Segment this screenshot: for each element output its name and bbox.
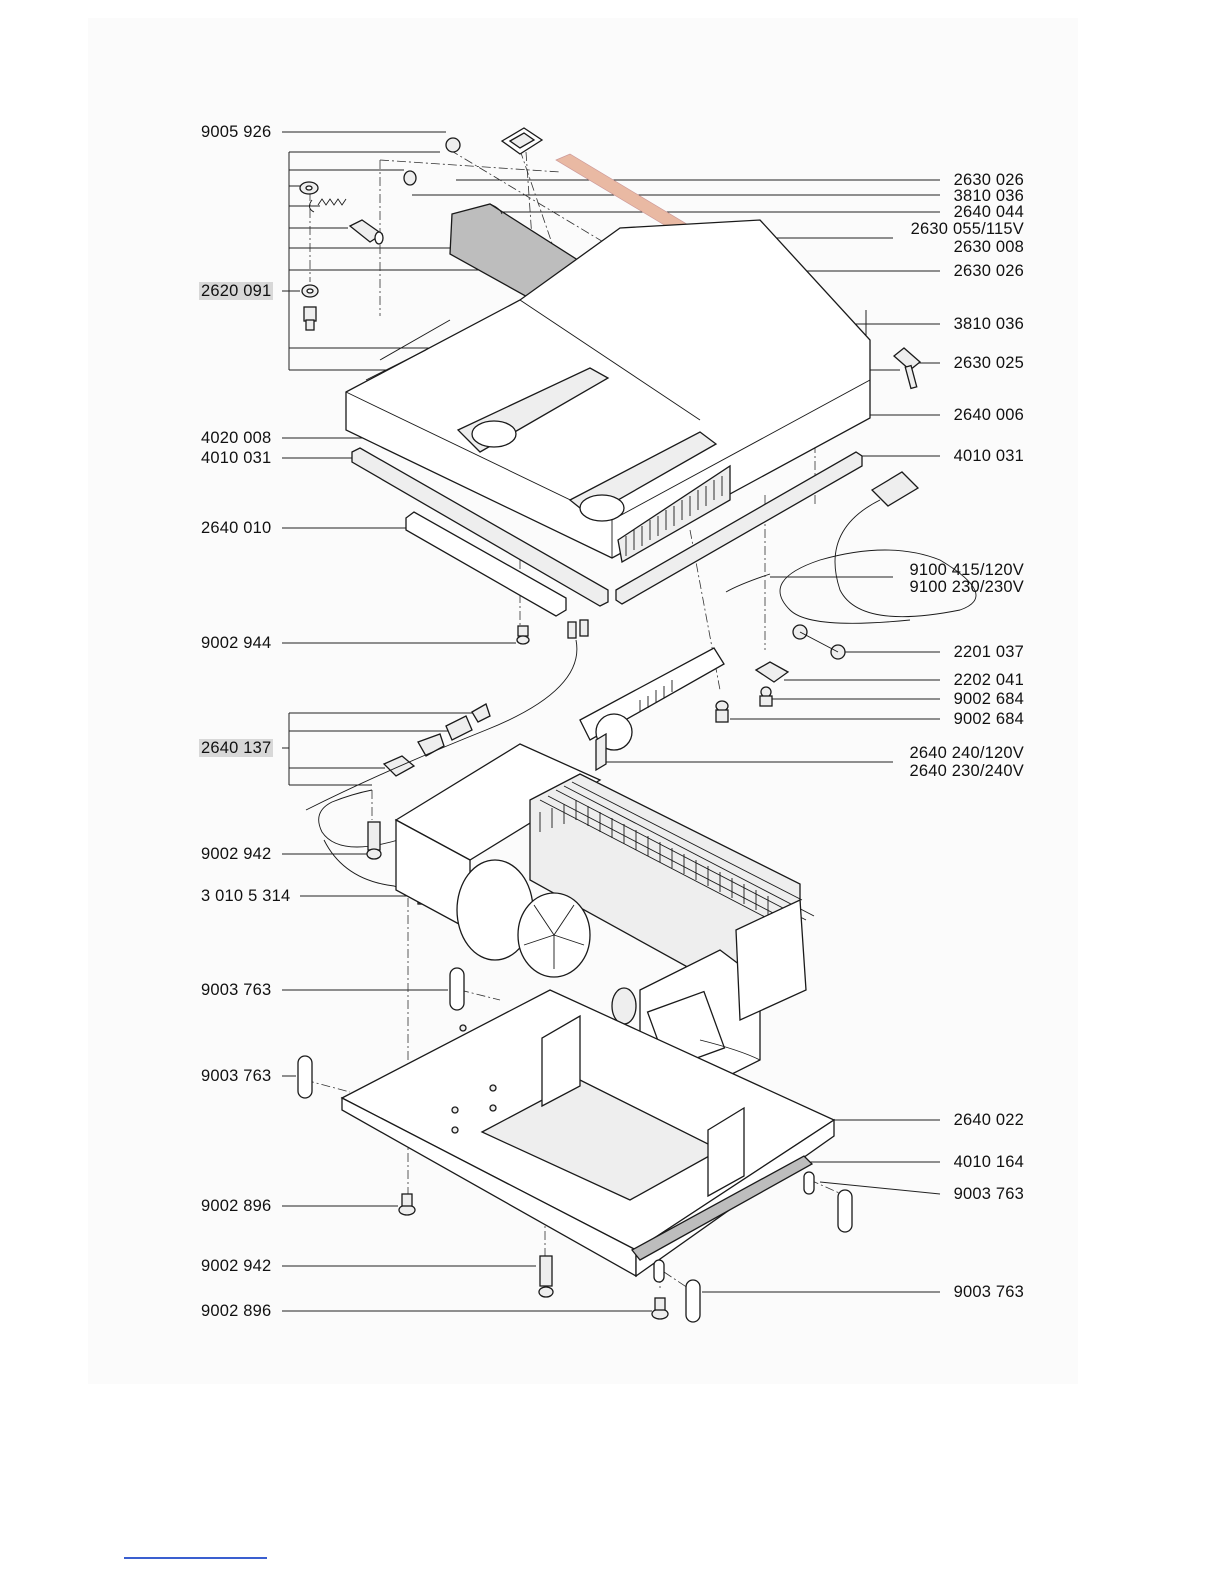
part-label-right: 9002 684	[953, 710, 1024, 728]
part-label-left: 9002 896	[201, 1302, 272, 1320]
part-label-right: 2640 044	[953, 203, 1024, 221]
part-label-right: 3810 036	[953, 315, 1024, 333]
part-label-right: 2630 025	[953, 354, 1024, 372]
part-label-left: 9003 763	[201, 1067, 272, 1085]
part-label-right: 2630 026	[953, 171, 1024, 189]
part-label-left: 9002 942	[201, 1257, 272, 1275]
thermostat-board	[580, 648, 724, 770]
part-label-right: 9002 684	[953, 690, 1024, 708]
part-label-right: 9100 415/120V	[909, 561, 1024, 579]
part-label-right: 2640 230/240V	[909, 762, 1024, 780]
part-label-right: 9003 763	[953, 1283, 1024, 1301]
part-label-left: 9002 896	[201, 1197, 272, 1215]
part-label-left: 4020 008	[201, 429, 272, 447]
part-label-right: 4010 164	[953, 1153, 1024, 1171]
part-label-right: 2640 022	[953, 1111, 1024, 1129]
part-label-right: 2202 041	[953, 671, 1024, 689]
part-label-left: 4010 031	[201, 449, 272, 467]
footer-link-underline	[124, 1557, 267, 1559]
part-label-right: 9003 763	[953, 1185, 1024, 1203]
part-label-right: 2630 008	[953, 238, 1024, 256]
part-label-left-highlighted: 2640 137	[201, 739, 272, 757]
part-label-right: 2201 037	[953, 643, 1024, 661]
part-label-left: 9002 942	[201, 845, 272, 863]
part-label-left: 2640 010	[201, 519, 272, 537]
top-cover	[346, 220, 870, 562]
part-label-left: 9005 926	[201, 123, 272, 141]
part-label-right: 3810 036	[953, 187, 1024, 205]
part-label-right: 2640 240/120V	[909, 744, 1024, 762]
part-label-left: 3 010 5 314	[201, 887, 291, 905]
part-label-right: 2630 026	[953, 262, 1024, 280]
part-label-left: 9003 763	[201, 981, 272, 999]
part-label-left-highlighted: 2620 091	[201, 282, 272, 300]
part-label-right: 9100 230/230V	[909, 578, 1024, 596]
part-label-left: 9002 944	[201, 634, 272, 652]
label-plate	[502, 128, 542, 154]
part-label-right: 2630 055/115V	[910, 220, 1024, 238]
part-label-right: 4010 031	[953, 447, 1024, 465]
part-label-right: 2640 006	[953, 406, 1024, 424]
